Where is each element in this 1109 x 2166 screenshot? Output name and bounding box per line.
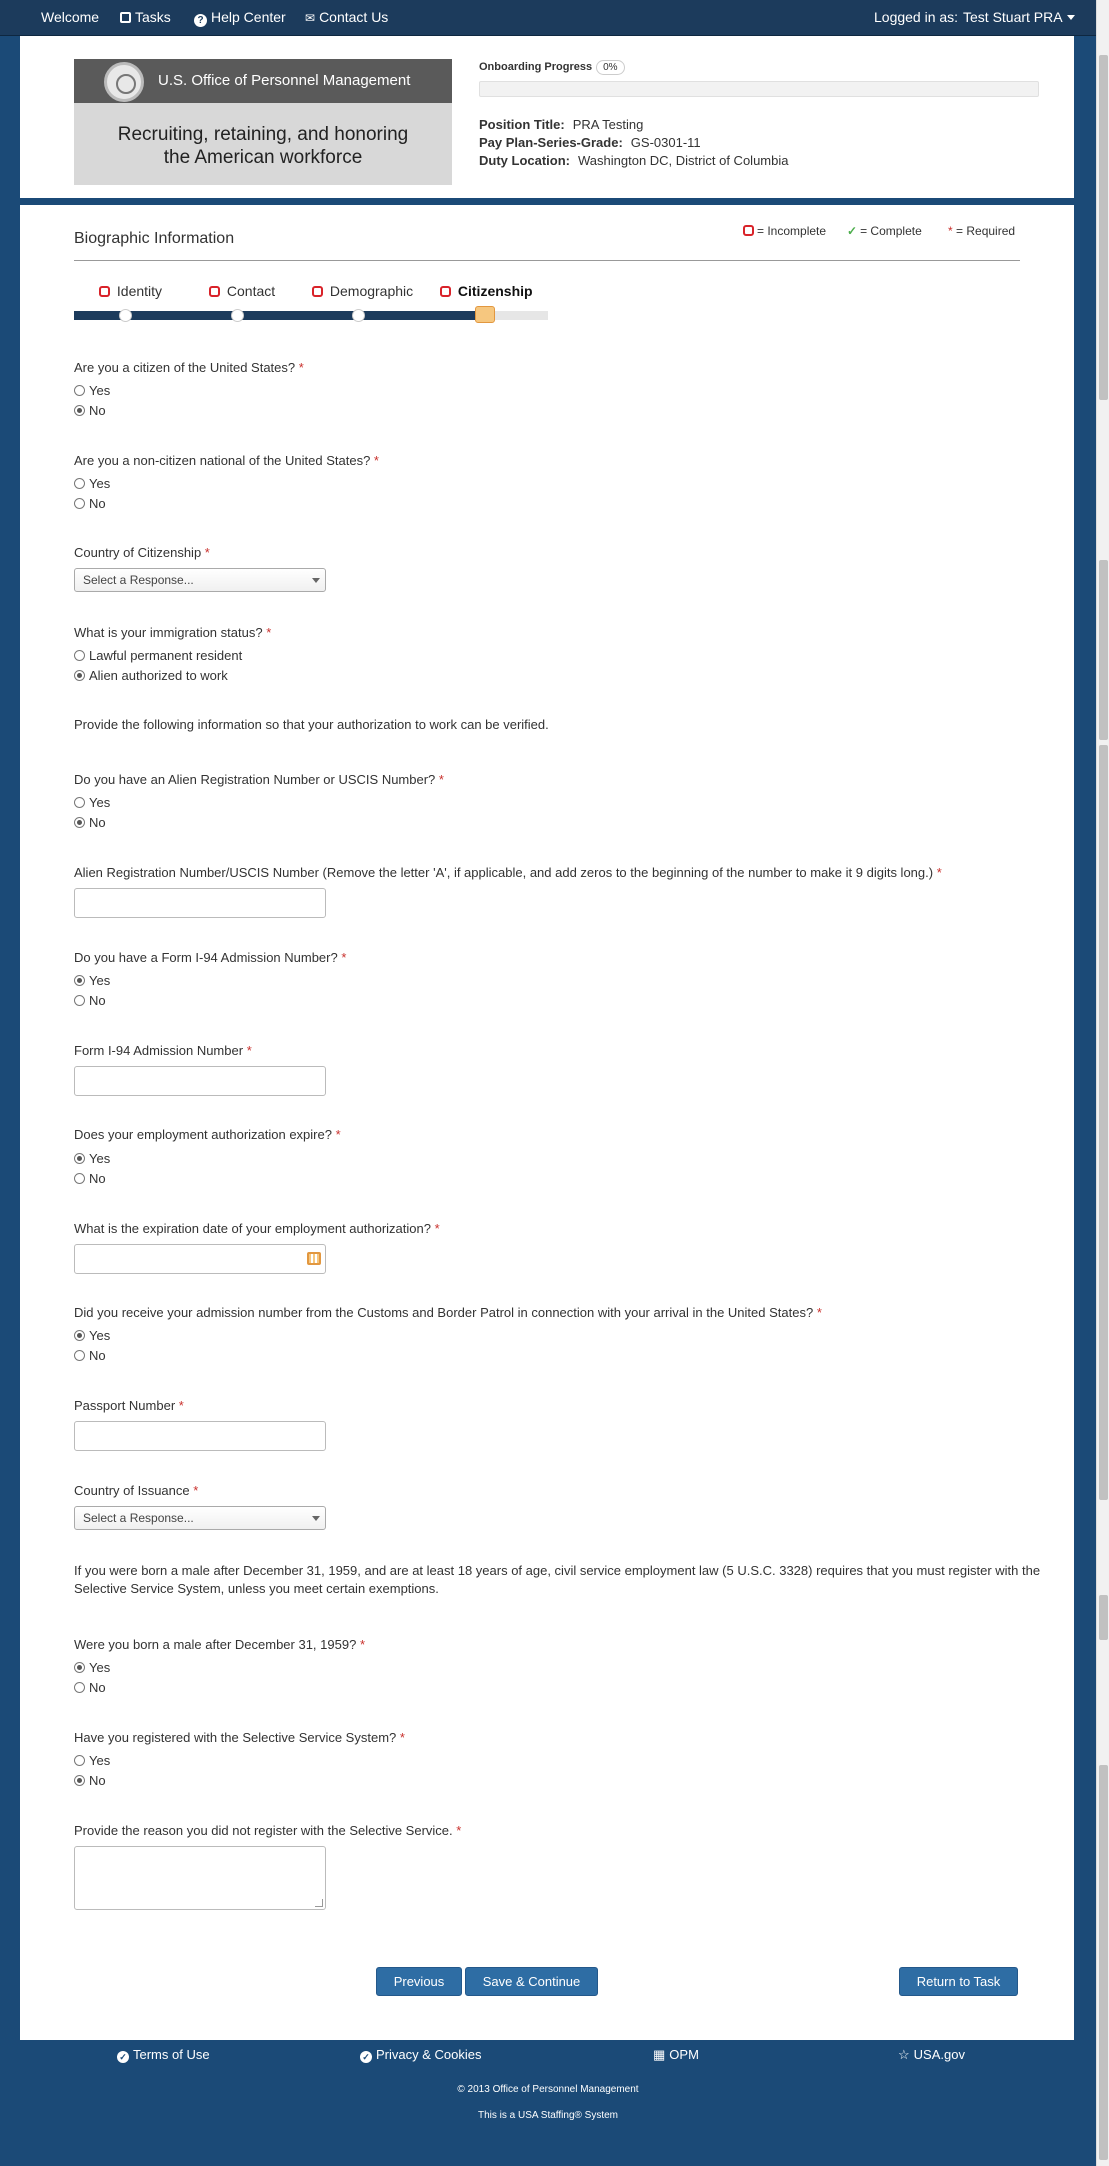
- cbp-yes-option[interactable]: [74, 1328, 110, 1343]
- footer-terms-link[interactable]: [117, 2047, 210, 2063]
- expiration-date-label: [74, 1221, 440, 1236]
- required-star: *: [341, 950, 347, 965]
- incomplete-icon: [209, 286, 220, 297]
- alien-number-yes-label: Yes: [89, 795, 111, 810]
- citizen-no-option[interactable]: [74, 403, 106, 418]
- reason-textarea[interactable]: [74, 1846, 326, 1910]
- question-born-male-text: Were you born a male after December 31, 1959?: [74, 1637, 357, 1652]
- citizen-yes-option[interactable]: [74, 383, 110, 398]
- footer-opm-label: OPM: [669, 2047, 699, 2062]
- expire-yes-option[interactable]: [74, 1151, 110, 1166]
- position-title-label: Position Title:: [479, 117, 565, 132]
- footer-copyright: © 2013 Office of Personnel Management: [457, 2084, 639, 2095]
- registered-no-option[interactable]: [74, 1773, 106, 1788]
- question-registered: [74, 1730, 405, 1745]
- passport-label: [74, 1398, 184, 1413]
- question-immigration-text: What is your immigration status?: [74, 625, 263, 640]
- radio-button-selected[interactable]: [74, 1662, 85, 1673]
- i94-number-label-text: Form I-94 Admission Number: [74, 1043, 244, 1058]
- alien-number-label-text: Alien Registration Number/USCIS Number (Remove the letter 'A', if applicable, and add zeros to the beginning of the number to make it 9 digits long.): [74, 865, 934, 880]
- expire-yes-label: Yes: [89, 1151, 111, 1166]
- radio-button-selected[interactable]: [74, 1153, 85, 1164]
- position-title-value: PRA Testing: [572, 117, 644, 132]
- registered-no-label: No: [89, 1773, 106, 1788]
- cbp-yes-label: Yes: [89, 1328, 111, 1343]
- i94-no-label: No: [89, 993, 106, 1008]
- required-star: *: [193, 1483, 199, 1498]
- duty-location-value: Washington DC, District of Columbia: [578, 153, 789, 168]
- country-citizenship-select[interactable]: [74, 568, 326, 592]
- duty-location-label: Duty Location:: [479, 153, 570, 168]
- progress-label: [479, 60, 625, 75]
- alien-number-label: [74, 865, 942, 880]
- scrollbar-segment[interactable]: [1099, 1595, 1108, 1640]
- main-panel: [20, 205, 1074, 2040]
- banner-motto: [74, 123, 452, 169]
- country-citizenship-label: [74, 545, 210, 560]
- motto-line1: Recruiting, retaining, and honoring: [117, 124, 409, 145]
- footer-privacy-link[interactable]: [360, 2047, 481, 2063]
- question-alien-number: [74, 772, 444, 787]
- step-dot: [231, 309, 244, 322]
- incomplete-icon: [440, 286, 451, 297]
- radio-button[interactable]: [74, 1350, 85, 1361]
- citizen-yes-label: Yes: [89, 383, 111, 398]
- i94-number-label: [74, 1043, 252, 1058]
- reason-label-text: Provide the reason you did not register with the Selective Service.: [74, 1823, 453, 1838]
- step-demographic[interactable]: [312, 283, 413, 299]
- position-title-row: [479, 117, 643, 132]
- required-star: *: [373, 453, 379, 468]
- building-icon: ▦: [653, 2047, 666, 2062]
- step-progress-fill: [74, 311, 480, 320]
- return-to-task-button[interactable]: Return to Task: [899, 1967, 1018, 1996]
- logged-in-label: Logged in as:: [874, 9, 959, 25]
- required-star: *: [359, 1637, 365, 1652]
- org-name: U.S. Office of Personnel Management: [158, 72, 411, 89]
- registered-yes-label: Yes: [89, 1753, 111, 1768]
- duty-location-row: [479, 153, 788, 168]
- passport-input[interactable]: [74, 1421, 326, 1451]
- save-continue-button[interactable]: Save & Continue: [465, 1967, 598, 1996]
- alien-number-yes-option[interactable]: [74, 795, 110, 810]
- born-male-yes-label: Yes: [89, 1660, 111, 1675]
- user-name: Test Stuart PRA: [963, 9, 1063, 25]
- footer-usagov-label: USA.gov: [913, 2047, 965, 2062]
- cbp-no-label: No: [89, 1348, 106, 1363]
- radio-button[interactable]: [74, 478, 85, 489]
- user-menu[interactable]: [963, 9, 1075, 25]
- caret-down-icon: [1067, 15, 1075, 20]
- legend-incomplete: [743, 224, 826, 238]
- question-born-male: [74, 1637, 365, 1652]
- footer-opm-link[interactable]: [653, 2047, 699, 2063]
- citizen-no-label: No: [89, 403, 106, 418]
- expiration-date-input[interactable]: [74, 1244, 326, 1274]
- legend-complete-label: = Complete: [860, 224, 922, 238]
- radio-button[interactable]: [74, 1755, 85, 1766]
- question-citizen-text: Are you a citizen of the United States?: [74, 360, 296, 375]
- scrollbar[interactable]: [1096, 0, 1109, 2166]
- radio-button[interactable]: [74, 385, 85, 396]
- legend-required-label: = Required: [956, 224, 1016, 238]
- required-star: *: [298, 360, 304, 375]
- question-alien-number-text: Do you have an Alien Registration Number or USCIS Number?: [74, 772, 436, 787]
- pay-plan-row: [479, 135, 701, 150]
- opm-seal-icon: [104, 62, 144, 102]
- alien-number-no-label: No: [89, 815, 106, 830]
- scrollbar-segment[interactable]: [1099, 1765, 1108, 2160]
- i94-yes-option[interactable]: [74, 973, 110, 988]
- required-star: *: [434, 1221, 440, 1236]
- legend-required: [948, 224, 1015, 238]
- required-star: *: [399, 1730, 405, 1745]
- selective-service-info-line1: If you were born a male after December 31, 1959, and are at least 18 years of age, civil service employment law (5 U.S.C. 3328) requires that you must register with the: [74, 1563, 1041, 1578]
- alien-number-input[interactable]: [74, 888, 326, 918]
- incomplete-icon: [743, 225, 754, 236]
- step-contact[interactable]: [209, 283, 275, 299]
- immigration-alien-option[interactable]: [74, 668, 228, 683]
- step-identity-label: Identity: [116, 283, 163, 299]
- born-male-yes-option[interactable]: [74, 1660, 110, 1675]
- header-panel: [20, 36, 1074, 198]
- question-noncitizen-text: Are you a non-citizen national of the United States?: [74, 453, 371, 468]
- radio-button[interactable]: [74, 498, 85, 509]
- radio-button-selected[interactable]: [74, 1775, 85, 1786]
- radio-button[interactable]: [74, 1173, 85, 1184]
- noncitizen-no-option[interactable]: [74, 496, 106, 511]
- i94-yes-label: Yes: [89, 973, 111, 988]
- nav-contact-us-label: Contact Us: [319, 9, 389, 25]
- immigration-alien-label: Alien authorized to work: [89, 668, 228, 683]
- scrollbar-segment[interactable]: [1099, 560, 1108, 740]
- scrollbar-thumb[interactable]: [1099, 745, 1108, 1500]
- check-circle-icon: ✓: [360, 2051, 372, 2063]
- section-title: Biographic Information: [74, 230, 235, 247]
- born-male-no-label: No: [89, 1680, 106, 1695]
- previous-button[interactable]: Previous: [376, 1967, 462, 1996]
- radio-button-selected[interactable]: [74, 405, 85, 416]
- footer-system-text: This is a USA Staffing® System: [477, 2110, 618, 2121]
- radio-button-selected[interactable]: [74, 817, 85, 828]
- step-citizenship-label: Citizenship: [457, 283, 533, 299]
- legend-incomplete-label: = Incomplete: [757, 224, 827, 238]
- progress-badge: 0%: [596, 60, 624, 75]
- selective-service-info-line2: Selective Service System, unless you meet certain exemptions.: [74, 1581, 439, 1596]
- noncitizen-yes-label: Yes: [89, 476, 111, 491]
- cbp-no-option[interactable]: [74, 1348, 106, 1363]
- chevron-down-icon: [312, 1516, 320, 1521]
- question-circle-icon: ?: [194, 14, 207, 27]
- registered-yes-option[interactable]: [74, 1753, 110, 1768]
- question-cbp-text: Did you receive your admission number from the Customs and Border Patrol in connection with your arrival in the United States?: [74, 1305, 814, 1320]
- radio-button[interactable]: [74, 995, 85, 1006]
- radio-button-selected[interactable]: [74, 975, 85, 986]
- question-expire: [74, 1127, 341, 1142]
- radio-button-selected[interactable]: [74, 1330, 85, 1341]
- noncitizen-yes-option[interactable]: [74, 476, 110, 491]
- motto-line2: the American workforce: [163, 147, 363, 168]
- step-identity[interactable]: [99, 283, 162, 299]
- footer-usagov-link[interactable]: [898, 2047, 965, 2063]
- step-dot: [352, 309, 365, 322]
- country-issuance-value: Select a Response...: [83, 1511, 194, 1525]
- nav-help-center[interactable]: [194, 9, 286, 27]
- nav-contact-us[interactable]: [305, 9, 388, 25]
- question-registered-text: Have you registered with the Selective Service System?: [74, 1730, 397, 1745]
- comment-icon: ✉: [305, 11, 316, 25]
- scrollbar-segment[interactable]: [1099, 55, 1108, 400]
- required-star: *: [335, 1127, 341, 1142]
- step-current-marker: [475, 306, 495, 323]
- radio-button[interactable]: [74, 797, 85, 808]
- check-circle-icon: ✓: [117, 2051, 129, 2063]
- reason-label: [74, 1823, 461, 1838]
- question-i94: [74, 950, 346, 965]
- alien-number-no-option[interactable]: [74, 815, 106, 830]
- opm-banner: [74, 59, 452, 185]
- step-dot: [119, 309, 132, 322]
- required-star: *: [266, 625, 272, 640]
- nav-help-center-label: Help Center: [211, 9, 286, 25]
- i94-number-input[interactable]: [74, 1066, 326, 1096]
- radio-button[interactable]: [74, 1682, 85, 1693]
- question-cbp: [74, 1305, 822, 1320]
- expiration-date-label-text: What is the expiration date of your employment authorization?: [74, 1221, 431, 1236]
- question-noncitizen: [74, 453, 379, 468]
- incomplete-icon: [99, 286, 110, 297]
- nav-tasks[interactable]: [120, 9, 171, 25]
- country-citizenship-label-text: Country of Citizenship: [74, 545, 202, 560]
- step-demographic-label: Demographic: [329, 283, 414, 299]
- footer-terms-label: Terms of Use: [133, 2047, 210, 2062]
- required-star: *: [204, 545, 210, 560]
- country-issuance-select[interactable]: [74, 1506, 326, 1530]
- legend-complete: [847, 224, 922, 238]
- checkbox-icon: [120, 12, 131, 23]
- expire-no-option[interactable]: [74, 1171, 106, 1186]
- pay-plan-label: Pay Plan-Series-Grade:: [479, 135, 623, 150]
- radio-button-selected[interactable]: [74, 670, 85, 681]
- required-star: *: [816, 1305, 822, 1320]
- step-contact-label: Contact: [226, 283, 276, 299]
- passport-label-text: Passport Number: [74, 1398, 176, 1413]
- question-citizen: [74, 360, 304, 375]
- progress-bar: [479, 81, 1039, 97]
- step-progress-track: [74, 311, 548, 320]
- step-citizenship[interactable]: [440, 283, 533, 299]
- country-issuance-label-text: Country of Issuance: [74, 1483, 190, 1498]
- title-divider: [74, 260, 1020, 261]
- nav-welcome-label: Welcome: [41, 9, 100, 25]
- incomplete-icon: [312, 286, 323, 297]
- complete-check-icon: ✓: [847, 224, 858, 238]
- required-star: *: [936, 865, 942, 880]
- country-citizenship-value: Select a Response...: [83, 573, 194, 587]
- question-expire-text: Does your employment authorization expire?: [74, 1127, 332, 1142]
- required-star: *: [246, 1043, 252, 1058]
- star-icon: ☆: [898, 2047, 910, 2062]
- radio-button[interactable]: [74, 650, 85, 661]
- footer-privacy-label: Privacy & Cookies: [376, 2047, 482, 2062]
- question-i94-text: Do you have a Form I-94 Admission Number?: [74, 950, 338, 965]
- nav-welcome[interactable]: [41, 9, 99, 25]
- expire-no-label: No: [89, 1171, 106, 1186]
- immigration-lpr-label: Lawful permanent resident: [89, 648, 243, 663]
- required-star: *: [438, 772, 444, 787]
- selective-service-info: [74, 1562, 1040, 1598]
- required-star: *: [456, 1823, 462, 1838]
- progress-label-text: Onboarding Progress: [479, 61, 593, 73]
- chevron-down-icon: [312, 578, 320, 583]
- noncitizen-no-label: No: [89, 496, 106, 511]
- calendar-icon[interactable]: [307, 1252, 321, 1265]
- top-navbar: [0, 0, 1096, 36]
- pay-plan-value: GS-0301-11: [630, 135, 701, 150]
- i94-no-option[interactable]: [74, 993, 106, 1008]
- required-star: *: [178, 1398, 184, 1413]
- required-star: *: [948, 224, 953, 238]
- immigration-lpr-option[interactable]: [74, 648, 242, 663]
- question-immigration: [74, 625, 271, 640]
- verification-info-text: Provide the following information so that your authorization to work can be verified.: [74, 717, 549, 732]
- country-issuance-label: [74, 1483, 198, 1498]
- born-male-no-option[interactable]: [74, 1680, 106, 1695]
- nav-tasks-label: Tasks: [135, 9, 171, 25]
